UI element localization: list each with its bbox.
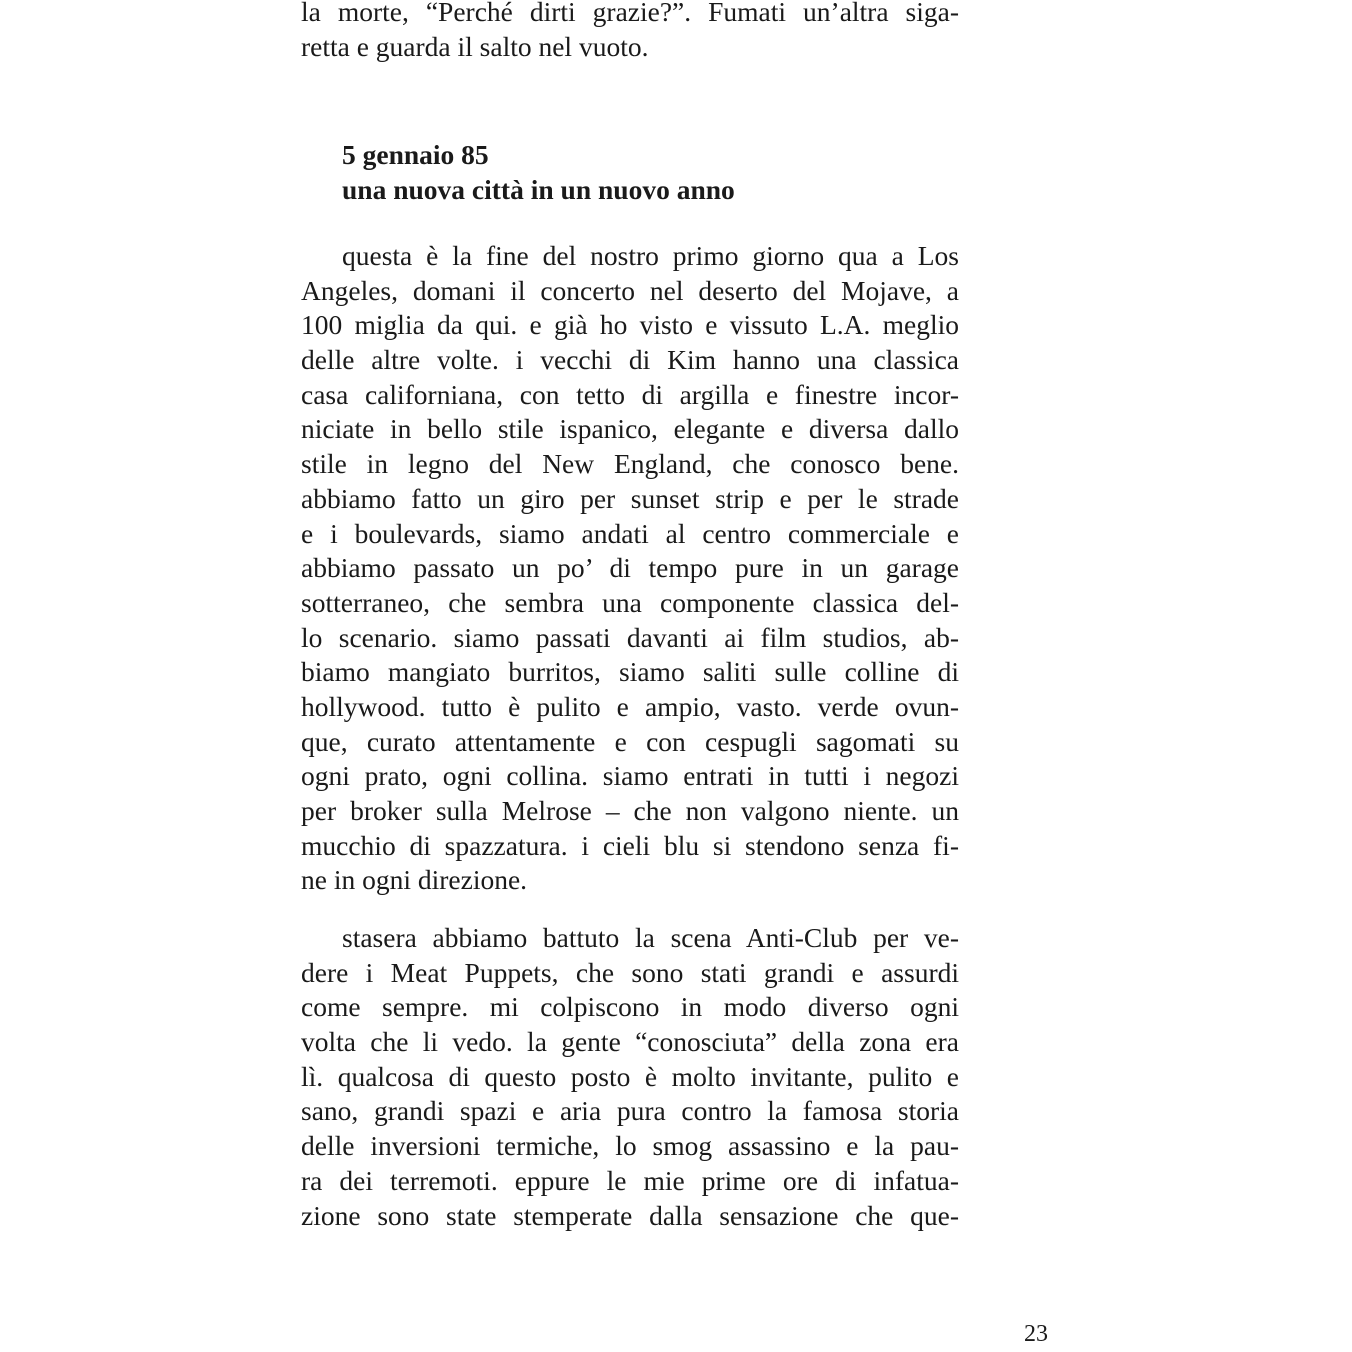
text-line: stasera abbiamo battuto la scena Anti-Club per ve- [342,922,959,953]
text-line: dere i Meat Puppets, che sono stati grandi e assurdi [301,956,959,988]
text-line: come sempre. mi colpiscono in modo diverso ogni [301,991,959,1023]
text-line: e i boulevards, siamo andati al centro commerciale e [301,517,959,549]
text-line: lo scenario. siamo passati davanti ai film studios, ab- [301,621,959,653]
text-line: mucchio di spazzatura. i cieli blu si stendono senza fi- [301,829,959,861]
body-paragraph-1 [301,239,959,898]
text-line: delle inversioni termiche, lo smog assassino e la pau- [301,1130,959,1162]
text-line: biamo mangiato burritos, siamo saliti sulle colline di [301,656,959,688]
text-line: que, curato attentamente e con cespugli sagomati su [301,725,959,757]
text-line: ra dei terremoti. eppure le mie prime ore di infatua- [301,1164,959,1196]
text-line: questa è la fine del nostro primo giorno qua a Los [342,240,959,271]
text-line: retta e guarda il salto nel vuoto. [301,30,649,62]
intro-paragraph [301,0,959,64]
text-line: zione sono state stemperate dalla sensazione che que- [301,1199,959,1231]
body-paragraph-2 [301,921,959,1233]
text-line: casa californiana, con tetto di argilla e finestre incor- [301,378,959,410]
text-line: sotterraneo, che sembra una componente classica del- [301,586,959,618]
text-line: abbiamo passato un po’ di tempo pure in un garage [301,552,959,584]
entry-heading [342,137,735,207]
page-number: 23 [1024,1321,1048,1347]
text-line: ogni prato, ogni collina. siamo entrati in tutti i negozi [301,760,959,792]
text-line: stile in legno del New England, che conosco bene. [301,448,959,480]
entry-date: 5 gennaio 85 [342,139,489,170]
text-line: abbiamo fatto un giro per sunset strip e per le strade [301,482,959,514]
text-line: delle altre volte. i vecchi di Kim hanno una classica [301,344,959,376]
text-line: 100 miglia da qui. e già ho visto e vissuto L.A. meglio [301,309,959,341]
text-line: volta che li vedo. la gente “conosciuta” della zona era [301,1026,959,1058]
text-line: Angeles, domani il concerto nel deserto del Mojave, a [301,274,959,306]
text-line: la morte, “Perché dirti grazie?”. Fumati un’altra siga- [301,0,959,27]
text-line: ne in ogni direzione. [301,864,528,896]
text-line: per broker sulla Melrose – che non valgono niente. un [301,795,959,826]
text-line: lì. qualcosa di questo posto è molto invitante, pulito e [301,1060,959,1092]
text-line: niciate in bello stile ispanico, elegante e diversa dallo [301,413,959,445]
text-line: hollywood. tutto è pulito e ampio, vasto. verde ovun- [301,690,959,722]
entry-title: una nuova città in un nuovo anno [342,174,735,205]
text-line: sano, grandi spazi e aria pura contro la famosa storia [301,1095,959,1127]
